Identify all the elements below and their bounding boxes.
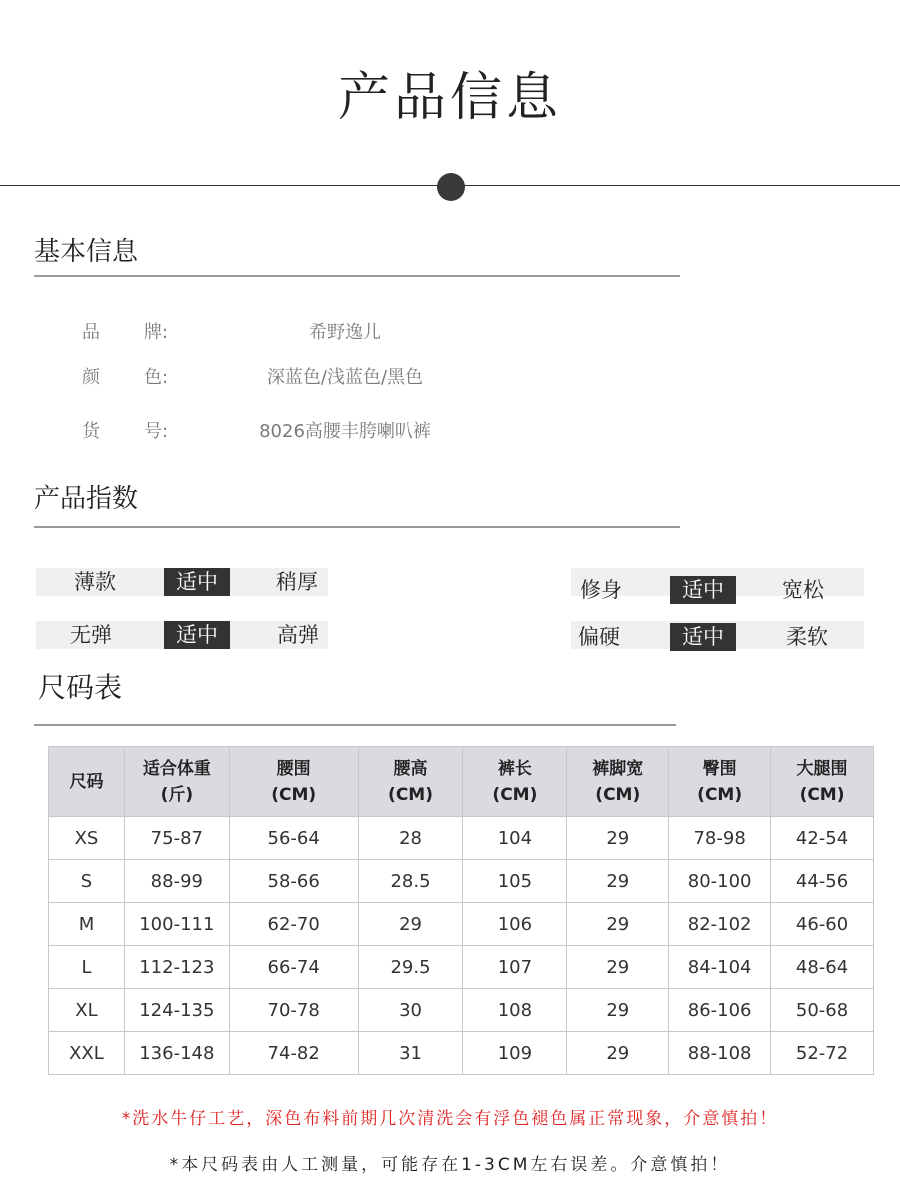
item-no-label-char1: 货	[82, 421, 100, 442]
scale-softness	[571, 621, 864, 649]
table-cell: 29	[567, 1032, 669, 1075]
scale-option-thin: 薄款	[74, 570, 116, 594]
divider-dot	[437, 173, 465, 201]
table-cell: 28	[358, 817, 463, 860]
table-cell: 44-56	[771, 860, 874, 903]
scale-option-selected: 适中	[164, 621, 230, 649]
table-row	[49, 989, 874, 1032]
section-heading-size-chart: 尺码表	[38, 671, 123, 704]
scale-elasticity	[36, 621, 328, 649]
table-cell: 56-64	[229, 817, 358, 860]
table-cell: 29	[567, 946, 669, 989]
table-cell: 42-54	[771, 817, 874, 860]
table-cell: 30	[358, 989, 463, 1032]
wash-warning-note: *洗水牛仔工艺，深色布料前期几次清洗会有浮色褪色属正常现象，介意慎拍！	[121, 1109, 779, 1129]
header-cell: 裤长 (CM)	[463, 747, 567, 817]
section-heading-basic-info: 基本信息	[34, 237, 139, 267]
table-cell: 124-135	[124, 989, 229, 1032]
table-cell: 46-60	[771, 903, 874, 946]
table-cell: 105	[463, 860, 567, 903]
table-cell: 108	[463, 989, 567, 1032]
table-body	[49, 817, 874, 1075]
section-divider	[34, 526, 680, 528]
table-cell: 136-148	[124, 1032, 229, 1075]
scale-option-stiff: 偏硬	[578, 625, 620, 649]
table-cell: 106	[463, 903, 567, 946]
table-cell: 29	[567, 860, 669, 903]
scale-fit	[571, 568, 864, 602]
scale-option-slim: 修身	[580, 578, 622, 602]
scale-option-thick: 稍厚	[276, 570, 318, 594]
scale-option-loose: 宽松	[782, 578, 824, 602]
header-cell: 裤脚宽 (CM)	[567, 747, 669, 817]
size-cell: S	[49, 860, 125, 903]
table-cell: 29	[567, 989, 669, 1032]
table-header-row	[49, 747, 874, 817]
table-cell: 48-64	[771, 946, 874, 989]
table-cell: 84-104	[669, 946, 771, 989]
item-no-value: 8026高腰丰胯喇叭裤	[259, 421, 431, 442]
table-cell: 75-87	[124, 817, 229, 860]
table-cell: 66-74	[229, 946, 358, 989]
table-row	[49, 1032, 874, 1075]
brand-value: 希野逸儿	[309, 322, 381, 343]
table-cell: 82-102	[669, 903, 771, 946]
table-cell: 50-68	[771, 989, 874, 1032]
table-cell: 29	[358, 903, 463, 946]
scale-option-no-stretch: 无弹	[70, 623, 112, 647]
table-row	[49, 817, 874, 860]
scale-option-selected: 适中	[670, 623, 736, 651]
table-cell: 29.5	[358, 946, 463, 989]
table-cell: 28.5	[358, 860, 463, 903]
section-divider	[34, 724, 676, 726]
table-cell: 80-100	[669, 860, 771, 903]
header-cell: 腰高 (CM)	[358, 747, 463, 817]
size-cell: XL	[49, 989, 125, 1032]
table-cell: 70-78	[229, 989, 358, 1032]
header-cell: 尺码	[49, 747, 125, 817]
brand-label-char2: 牌:	[144, 322, 169, 343]
header-cell: 大腿围 (CM)	[771, 747, 874, 817]
table-cell: 31	[358, 1032, 463, 1075]
header-cell: 臀围 (CM)	[669, 747, 771, 817]
table-row	[49, 903, 874, 946]
scale-option-selected: 适中	[670, 576, 736, 604]
measurement-note: *本尺码表由人工测量，可能存在1-3CM左右误差。介意慎拍！	[169, 1155, 731, 1175]
table-cell: 86-106	[669, 989, 771, 1032]
brand-label-char1: 品	[82, 322, 100, 343]
section-divider	[34, 275, 680, 277]
item-no-label-char2: 号:	[144, 421, 169, 442]
table-cell: 78-98	[669, 817, 771, 860]
section-heading-product-index: 产品指数	[34, 484, 139, 514]
table-cell: 29	[567, 903, 669, 946]
table-cell: 100-111	[124, 903, 229, 946]
table-row	[49, 860, 874, 903]
table-row	[49, 946, 874, 989]
table-cell: 112-123	[124, 946, 229, 989]
table-cell: 88-108	[669, 1032, 771, 1075]
color-label-char1: 颜	[82, 367, 100, 388]
table-cell: 107	[463, 946, 567, 989]
scale-option-soft: 柔软	[786, 625, 828, 649]
size-cell: L	[49, 946, 125, 989]
size-cell: XS	[49, 817, 125, 860]
size-cell: M	[49, 903, 125, 946]
color-value: 深蓝色/浅蓝色/黑色	[266, 367, 424, 388]
size-cell: XXL	[49, 1032, 125, 1075]
table-cell: 74-82	[229, 1032, 358, 1075]
table-cell: 109	[463, 1032, 567, 1075]
scale-option-high-stretch: 高弹	[277, 623, 319, 647]
table-cell: 58-66	[229, 860, 358, 903]
table-cell: 88-99	[124, 860, 229, 903]
table-cell: 104	[463, 817, 567, 860]
page-title: 产品信息	[337, 68, 562, 128]
size-table	[48, 746, 874, 1075]
table-cell: 62-70	[229, 903, 358, 946]
header-cell: 腰围 (CM)	[229, 747, 358, 817]
header-cell: 适合体重 (斤)	[124, 747, 229, 817]
scale-option-selected: 适中	[164, 568, 230, 596]
scale-thickness	[36, 568, 328, 596]
table-cell: 29	[567, 817, 669, 860]
color-label-char2: 色:	[144, 367, 169, 388]
table-cell: 52-72	[771, 1032, 874, 1075]
